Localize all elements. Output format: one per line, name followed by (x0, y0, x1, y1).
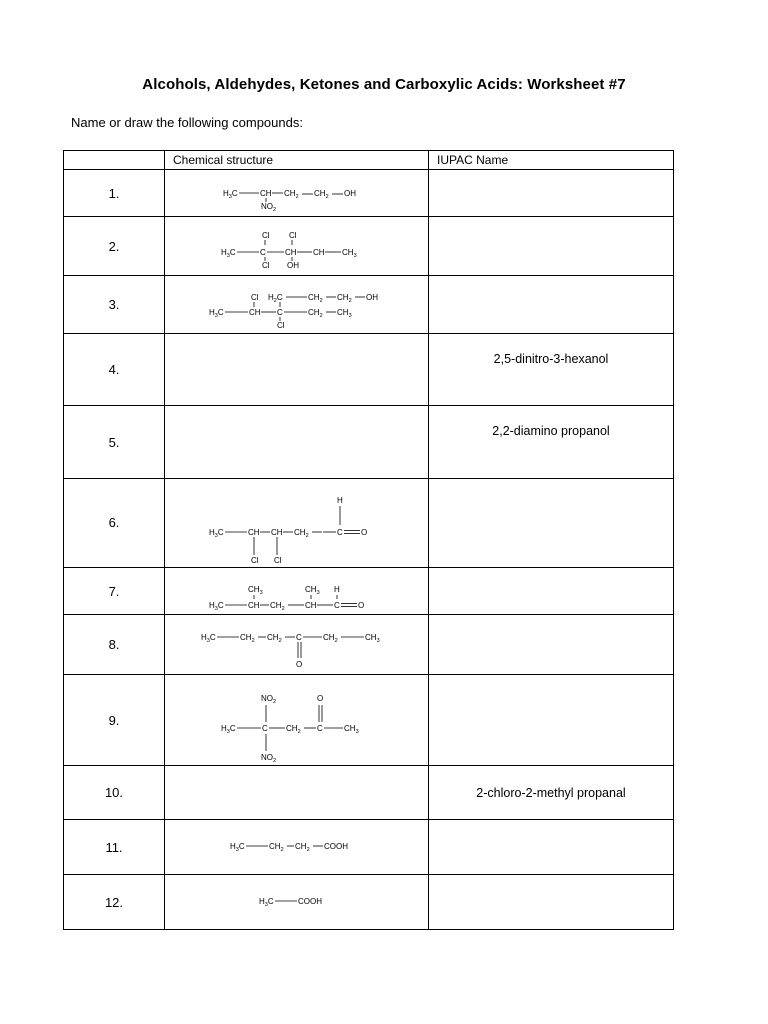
instructions: Name or draw the following compounds: (71, 115, 303, 130)
svg-text:OH: OH (344, 189, 356, 198)
svg-text:H3C: $H_3C$ (201, 633, 216, 644)
svg-text:OH: OH (366, 293, 378, 302)
svg-text:CH: CH (248, 528, 260, 537)
table-row (64, 276, 674, 334)
svg-text:C: C (296, 633, 302, 642)
structure-drawing (165, 568, 420, 614)
svg-text:H: H (334, 585, 340, 594)
iupac-cell (429, 334, 674, 406)
row-number: 9. (64, 675, 165, 766)
header-iupac: IUPAC Name (429, 151, 674, 170)
svg-text:C: C (334, 601, 340, 610)
structure-drawing (165, 479, 420, 567)
svg-text:H3C: $H_3C$ (221, 248, 236, 259)
iupac-cell (429, 568, 674, 615)
iupac-cell (429, 615, 674, 675)
row-number: 7. (64, 568, 165, 615)
row-number: 6. (64, 479, 165, 568)
table-header-row (64, 151, 674, 170)
svg-text:NO2: $NO_2$ (261, 753, 277, 764)
svg-text:CH3: $CH_3$ (365, 633, 380, 644)
structure-cell (165, 334, 429, 406)
svg-text:Cl: Cl (262, 261, 270, 270)
header-number (64, 151, 165, 170)
svg-text:C: C (260, 248, 266, 257)
svg-text:CH: CH (271, 528, 283, 537)
worksheet-title: Alcohols, Aldehydes, Ketones and Carboxylic Acids: Worksheet #7 (142, 76, 626, 93)
svg-text:CH2: $CH_2$ (337, 293, 352, 304)
row-number: 10. (64, 766, 165, 820)
header-structure: Chemical structure (165, 151, 429, 170)
svg-text:CH2: $CH_2$ (314, 189, 329, 200)
svg-text:CH2: $CH_2$ (295, 842, 310, 853)
table-row (64, 675, 674, 766)
iupac-cell (429, 820, 674, 875)
svg-text:CH: CH (285, 248, 297, 257)
structure-cell (165, 217, 429, 276)
structure-cell (165, 479, 429, 568)
iupac-cell (429, 766, 674, 820)
structure-cell (165, 568, 429, 615)
row-number: 8. (64, 615, 165, 675)
iupac-cell (429, 875, 674, 930)
iupac-cell (429, 675, 674, 766)
table-row (64, 568, 674, 615)
svg-text:CH: CH (248, 601, 260, 610)
table-row (64, 615, 674, 675)
table-row (64, 766, 674, 820)
svg-text:C: C (317, 724, 323, 733)
svg-text:H3C: $H_3C$ (209, 601, 224, 612)
structure-drawing (165, 217, 420, 275)
svg-text:C: C (277, 308, 283, 317)
row-number: 4. (64, 334, 165, 406)
table-row (64, 479, 674, 568)
structure-drawing (165, 875, 420, 929)
svg-text:H3C: $H_3C$ (209, 308, 224, 319)
table-row (64, 875, 674, 930)
svg-text:CH3: $CH_3$ (342, 248, 357, 259)
svg-text:H3C: $H_3C$ (221, 724, 236, 735)
iupac-cell (429, 276, 674, 334)
row-number: 5. (64, 406, 165, 479)
iupac-cell (429, 170, 674, 217)
svg-text:OH: OH (287, 261, 299, 270)
structure-cell (165, 675, 429, 766)
svg-text:Cl: Cl (262, 231, 270, 240)
structure-cell (165, 615, 429, 675)
table-row (64, 334, 674, 406)
svg-text:CH2: $CH_2$ (284, 189, 299, 200)
row-number: 1. (64, 170, 165, 217)
structure-drawing (165, 675, 420, 765)
svg-text:Cl: Cl (277, 321, 285, 330)
table-row (64, 170, 674, 217)
svg-text:CH2: $CH_2$ (286, 724, 301, 735)
svg-text:O: O (317, 694, 324, 703)
svg-text:CH2: $CH_2$ (294, 528, 309, 539)
structure-drawing (165, 276, 420, 333)
iupac-cell (429, 406, 674, 479)
svg-text:O: O (361, 528, 368, 537)
structure-drawing (165, 170, 420, 216)
svg-text:CH2: $CH_2$ (270, 601, 285, 612)
compounds-table (63, 150, 674, 930)
svg-text:CH: CH (313, 248, 325, 257)
iupac-name: 2,2-diamino propanol (492, 424, 610, 438)
svg-text:CH3: $CH_3$ (305, 585, 320, 596)
svg-text:NO2: $NO_2$ (261, 694, 277, 705)
svg-text:CH2: $CH_2$ (269, 842, 284, 853)
iupac-name: 2-chloro-2-methyl propanal (476, 785, 626, 800)
svg-text:Cl: Cl (289, 231, 297, 240)
structure-cell (165, 276, 429, 334)
iupac-cell (429, 479, 674, 568)
structure-cell (165, 170, 429, 217)
table-row (64, 217, 674, 276)
iupac-cell (429, 217, 674, 276)
svg-text:Cl: Cl (251, 293, 259, 302)
structure-drawing (165, 820, 420, 874)
svg-text:CH2: $CH_2$ (308, 308, 323, 319)
svg-text:CH: CH (260, 189, 272, 198)
structure-cell (165, 406, 429, 479)
svg-text:C: C (262, 724, 268, 733)
row-number: 11. (64, 820, 165, 875)
svg-text:Cl: Cl (251, 556, 259, 565)
svg-text:H3C: $H_3C$ (209, 528, 224, 539)
svg-text:C: C (337, 528, 343, 537)
svg-text:H3C: $H_3C$ (259, 897, 274, 908)
row-number: 2. (64, 217, 165, 276)
svg-text:CH: CH (305, 601, 317, 610)
svg-text:COOH: COOH (324, 842, 348, 851)
svg-text:CH3: $CH_3$ (248, 585, 263, 596)
svg-text:CH2: $CH_2$ (308, 293, 323, 304)
structure-cell (165, 820, 429, 875)
svg-text:CH2: $CH_2$ (323, 633, 338, 644)
svg-text:CH2: $CH_2$ (240, 633, 255, 644)
svg-text:CH: CH (249, 308, 261, 317)
row-number: 3. (64, 276, 165, 334)
structure-drawing (165, 615, 420, 674)
table-row (64, 820, 674, 875)
iupac-name: 2,5-dinitro-3-hexanol (493, 352, 609, 366)
row-number: 12. (64, 875, 165, 930)
svg-text:O: O (296, 660, 303, 669)
svg-text:CH3: $CH_3$ (337, 308, 352, 319)
svg-text:Cl: Cl (274, 556, 282, 565)
svg-text:NO2: $NO_2$ (261, 202, 277, 213)
svg-text:H3C: $H_3C$ (223, 189, 238, 200)
svg-text:H3C: $H_3C$ (230, 842, 245, 853)
svg-text:H: H (337, 496, 343, 505)
svg-text:COOH: COOH (298, 897, 322, 906)
svg-text:CH2: $CH_2$ (267, 633, 282, 644)
structure-cell (165, 766, 429, 820)
svg-text:H2C: $H_2C$ (268, 293, 283, 304)
structure-cell (165, 875, 429, 930)
svg-text:CH3: $CH_3$ (344, 724, 359, 735)
svg-text:O: O (358, 601, 365, 610)
table-row (64, 406, 674, 479)
